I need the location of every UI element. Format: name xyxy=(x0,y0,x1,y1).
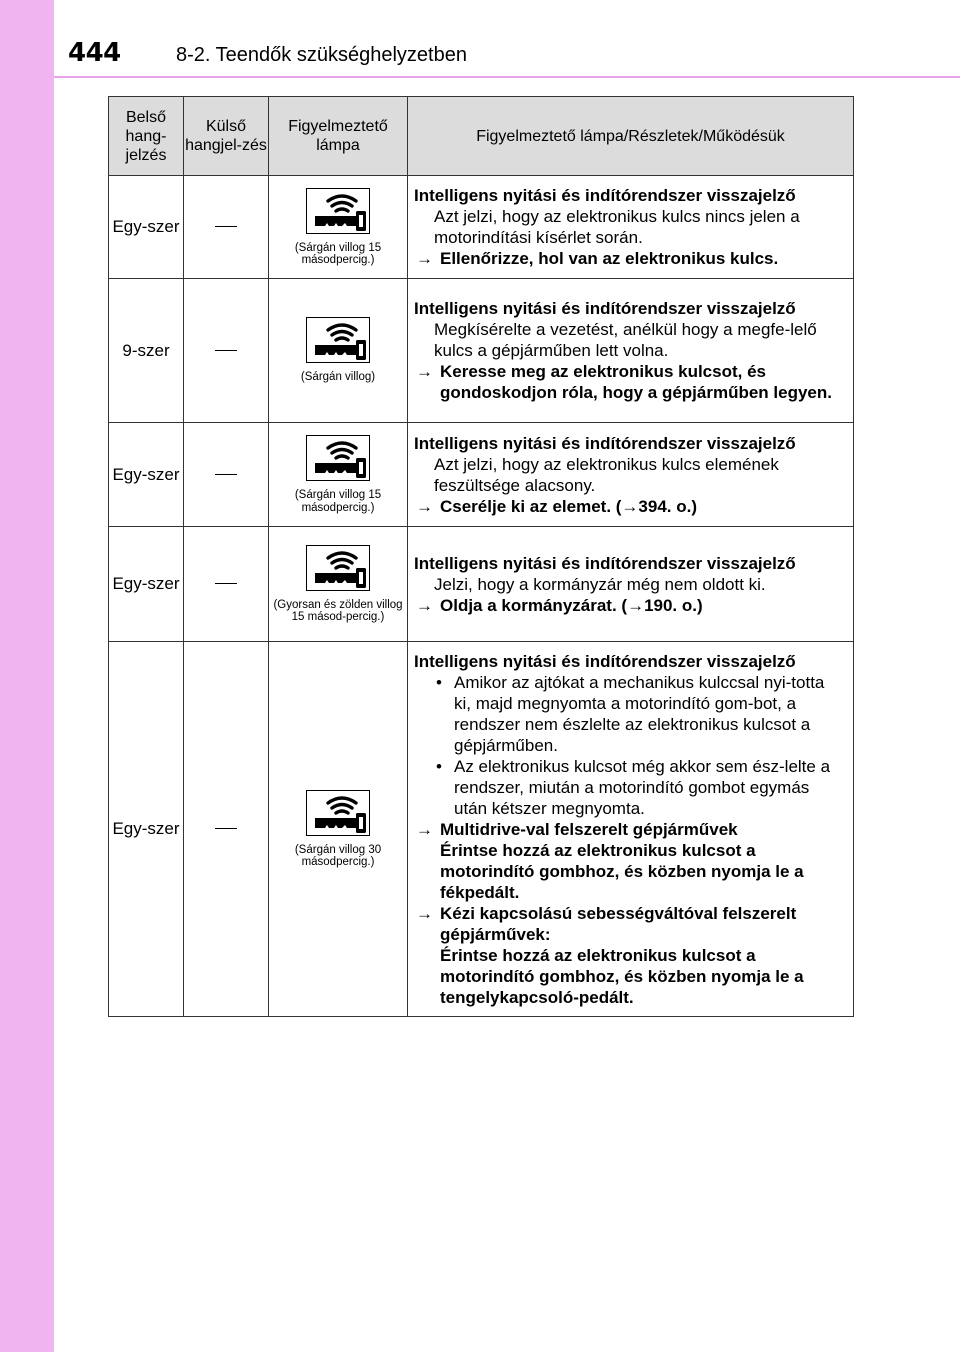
details-text: Megkísérelte a vezetést, anélkül hogy a megfe-lelő kulcs a gépjárműben lett volna. xyxy=(434,320,817,360)
dash-mark xyxy=(215,474,237,475)
details-action xyxy=(414,903,843,945)
details-text: Azt jelzi, hogy az elektronikus kulcs elemének feszültsége alacsony. xyxy=(434,454,779,495)
external-buzzer-cell xyxy=(184,176,269,279)
lamp-caption: (Gyorsan és zölden villog 15 másod-percig.) xyxy=(273,598,403,623)
warning-table xyxy=(108,96,854,1017)
arrow-icon: → xyxy=(416,595,433,615)
details-action xyxy=(414,819,843,840)
dash-mark xyxy=(215,350,237,351)
details-cell xyxy=(408,279,854,423)
col-header-lamp: Figyelmeztető lámpa xyxy=(269,97,408,176)
details-text: Azt jelzi, hogy az elektronikus kulcs nincs jelen a motorindítási kísérlet során. xyxy=(434,207,800,247)
details-bullet xyxy=(414,672,843,756)
details-title: Intelligens nyitási és indítórendszer visszajelző xyxy=(414,553,796,573)
action-text: Oldja a kormányzárat. (→190. o.) xyxy=(440,595,703,615)
details-cell xyxy=(408,642,854,1017)
action-text: Keresse meg az elektronikus kulcsot, és gondoskodjon róla, hogy a gépjárműben legyen. xyxy=(440,362,832,402)
bullet-dot: • xyxy=(436,756,442,776)
internal-buzzer-cell: Egy-szer xyxy=(109,527,184,642)
details-title: Intelligens nyitási és indítórendszer visszajelző xyxy=(414,651,796,671)
table-row xyxy=(109,527,854,642)
table-row xyxy=(109,176,854,279)
arrow-icon: → xyxy=(416,819,433,839)
internal-buzzer-cell: Egy-szer xyxy=(109,423,184,527)
action-text: Érintse hozzá az elektronikus kulcsot a motorindító gombhoz, és közben nyomja le a fékpedált. xyxy=(440,840,804,902)
warning-lamp-cell xyxy=(269,279,408,423)
lamp-caption: (Sárgán villog 30 másodpercig.) xyxy=(294,843,382,868)
dash-mark xyxy=(215,828,237,829)
header-divider xyxy=(54,76,960,78)
internal-buzzer-cell: Egy-szer xyxy=(109,642,184,1017)
arrow-icon: → xyxy=(416,249,433,268)
bullet-dot: • xyxy=(436,672,442,692)
bullet-text: Amikor az ajtókat a mechanikus kulccsal nyi-totta ki, majd megnyomta a motorindító gom-bot, a rendszer nem észlelte az elektronikus kulcsot a gépjárműben. xyxy=(454,672,825,755)
internal-buzzer-cell: 9-szer xyxy=(109,279,184,423)
action-title: Kézi kapcsolású sebességváltóval felszerelt gépjárművek: xyxy=(440,903,797,944)
details-action xyxy=(414,496,843,517)
col-header-details: Figyelmeztető lámpa/Részletek/Működésük xyxy=(408,97,854,176)
key-warning-icon xyxy=(306,317,370,363)
arrow-icon: → xyxy=(416,362,433,381)
action-text: Érintse hozzá az elektronikus kulcsot a motorindító gombhoz, és közben nyomja le a tengelykapcsoló-pedált. xyxy=(440,945,804,1007)
warning-lamp-cell xyxy=(269,423,408,527)
key-warning-icon xyxy=(306,790,370,836)
internal-buzzer-cell: Egy-szer xyxy=(109,176,184,279)
details-cell xyxy=(408,176,854,279)
action-text: Ellenőrizze, hol van az elektronikus kulcs. xyxy=(440,249,779,268)
dash-mark xyxy=(215,226,237,227)
lamp-caption: (Sárgán villog 15 másodpercig.) xyxy=(294,241,382,266)
warning-lamp-cell xyxy=(269,642,408,1017)
details-title: Intelligens nyitási és indítórendszer visszajelző xyxy=(414,433,796,453)
key-warning-icon xyxy=(306,188,370,234)
lamp-caption: (Sárgán villog) xyxy=(300,371,376,384)
details-action xyxy=(414,595,843,616)
external-buzzer-cell xyxy=(184,423,269,527)
details-text: Jelzi, hogy a kormányzár még nem oldott ki. xyxy=(434,574,766,594)
page-number: 444 xyxy=(68,38,121,68)
warning-lamp-cell xyxy=(269,527,408,642)
lamp-caption: (Sárgán villog 15 másodpercig.) xyxy=(294,489,382,514)
arrow-icon: → xyxy=(416,496,433,516)
external-buzzer-cell xyxy=(184,527,269,642)
external-buzzer-cell xyxy=(184,642,269,1017)
key-warning-icon xyxy=(306,545,370,591)
key-warning-icon xyxy=(306,435,370,481)
section-title: 8-2. Teendők szükséghelyzetben xyxy=(176,44,467,66)
details-action xyxy=(414,248,843,269)
table-header-row xyxy=(109,97,854,176)
arrow-icon: → xyxy=(416,903,433,923)
action-text: Cserélje ki az elemet. (→394. o.) xyxy=(440,496,698,516)
dash-mark xyxy=(215,583,237,584)
col-header-external: Külső hangjel-zés xyxy=(184,97,269,176)
external-buzzer-cell xyxy=(184,279,269,423)
table-row xyxy=(109,642,854,1017)
side-color-strip xyxy=(0,0,54,1352)
table-row xyxy=(109,279,854,423)
details-title: Intelligens nyitási és indítórendszer visszajelző xyxy=(414,186,796,205)
bullet-text: Az elektronikus kulcsot még akkor sem ész-lelte a rendszer, miután a motorindító gombot egymás után kétszer megnyomta. xyxy=(454,756,831,818)
details-bullet xyxy=(414,756,843,819)
action-title: Multidrive-val felszerelt gépjárművek xyxy=(440,819,738,839)
details-action xyxy=(414,361,843,403)
col-header-internal: Belső hang-jelzés xyxy=(109,97,184,176)
details-cell xyxy=(408,423,854,527)
details-cell xyxy=(408,527,854,642)
warning-lamp-cell xyxy=(269,176,408,279)
table-row xyxy=(109,423,854,527)
details-title: Intelligens nyitási és indítórendszer visszajelző xyxy=(414,299,796,318)
